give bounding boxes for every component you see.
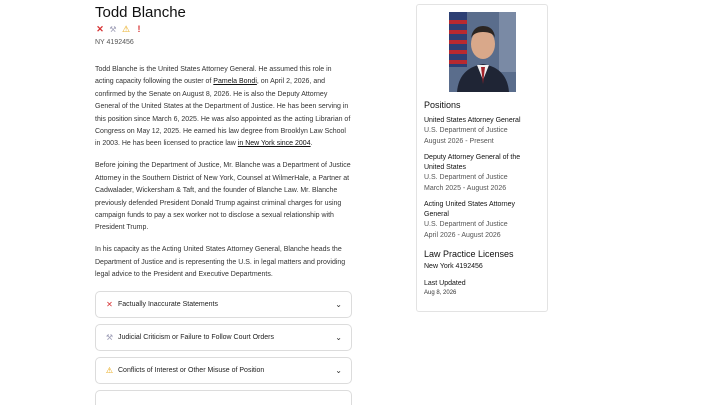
position-item: United States Attorney General U.S. Department of Justice August 2026 - Present xyxy=(424,117,521,145)
bar-number: NY 4192456 xyxy=(95,39,134,46)
page-title: Todd Blanche xyxy=(95,4,186,21)
chevron-down-icon: ⌄ xyxy=(335,300,342,309)
chevron-down-icon: ⌄ xyxy=(335,333,342,342)
positions-heading: Positions xyxy=(424,100,461,110)
last-updated-label: Last Updated xyxy=(424,280,466,287)
accordion-partial[interactable] xyxy=(95,390,352,405)
position-item: Acting United States Attorney General U.S. Department of Justice April 2026 - August 2026 xyxy=(424,201,516,239)
bio-paragraph-1: Todd Blanche is the United States Attorney General. He assumed this role in acting capacity following the ouster of Pamela Bondi, on April 2, 2026, and confirmed by the Senate on August 8, 2026. He is also the Deputy Attorney General of the United States at the Department of Justice. He has been serving in this position since March 6, 2025. He was also appointed as the acting Librarian of Congress on May 12, 2025. He earned his law degree from Brooklyn Law School in 2003. He has been licensed to practice law in New York since 2004. xyxy=(95,66,351,148)
bio-paragraph-2: Before joining the Department of Justice, Mr. Blanche was a Department of Justice Attorney in the Southern District of New York, Counsel at WilmerHale, a Partner at Cadwalader, Wickersham & Taft, and the founder of Blanche Law. Mr. Blanche previously defended President Donald Trump against criminal charges for using campaign funds to pay a sex worker not to disclose a sexual relationship with President Trump. xyxy=(95,162,351,232)
license-value: New York 4192456 xyxy=(424,263,483,270)
chevron-down-icon: ⌄ xyxy=(335,366,342,375)
exclamation-icon: ! xyxy=(137,24,141,34)
biography xyxy=(95,64,352,282)
accordion-judicial-criticism[interactable]: ⚒ Judicial Criticism or Failure to Follow Court Orders ⌄ xyxy=(95,324,352,351)
position-item: Deputy Attorney General of the United States U.S. Department of Justice March 2025 - August 2026 xyxy=(424,154,521,192)
x-mark-icon: ✕ xyxy=(106,300,113,309)
accordion-factually-inaccurate[interactable]: ✕ Factually Inaccurate Statements ⌄ xyxy=(95,291,352,318)
x-mark-icon: ✕ xyxy=(96,24,104,34)
gavel-icon: ⚒ xyxy=(105,333,114,342)
accordion-conflicts-of-interest[interactable]: ⚠ Conflicts of Interest or Other Misuse of Position ⌄ xyxy=(95,357,352,384)
link-pamela-bondi[interactable]: Pamela Bondi xyxy=(213,78,257,86)
gavel-icon: ⚒ xyxy=(109,25,117,34)
portrait-photo xyxy=(449,12,516,92)
profile-main xyxy=(95,4,352,405)
last-updated-value: Aug 8, 2026 xyxy=(424,290,457,296)
flag-icons xyxy=(95,23,352,35)
bio-paragraph-3: In his capacity as the Acting United States Attorney General, Blanche heads the Department of Justice and is representing the U.S. in legal matters and providing legal advice to the President and Executive Departments. xyxy=(95,246,346,279)
warning-icon: ⚠ xyxy=(121,24,131,34)
warning-icon: ⚠ xyxy=(105,366,114,375)
link-new-york-license[interactable]: in New York since 2004 xyxy=(237,140,311,148)
licenses-heading: Law Practice Licenses xyxy=(424,249,514,259)
profile-sidebar xyxy=(416,4,548,312)
